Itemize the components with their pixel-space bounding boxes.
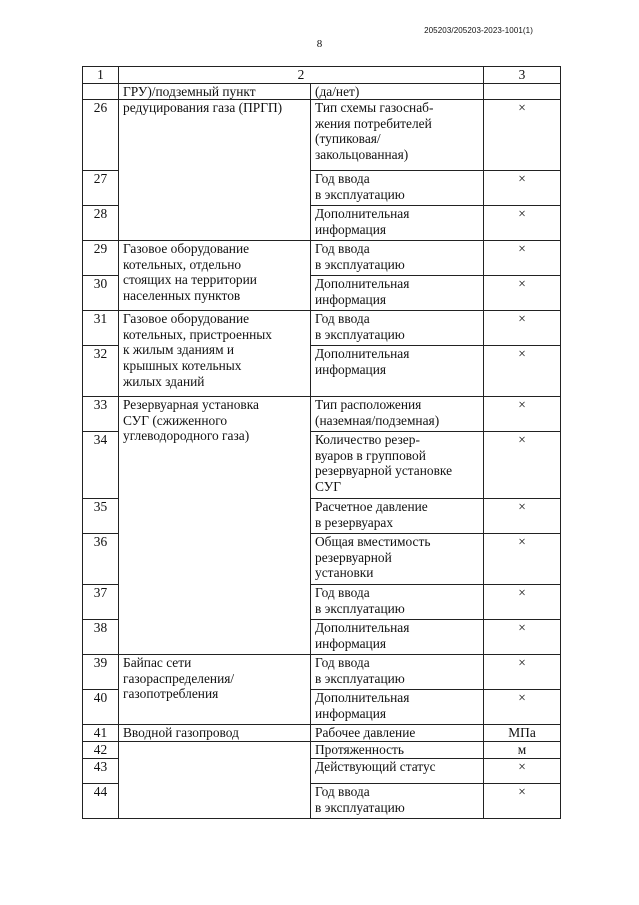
attribute-name: Год ввода в эксплуатацию: [311, 655, 484, 690]
attribute-name: Дополнительная информация: [311, 276, 484, 311]
row-number: 44: [83, 784, 119, 819]
section-name: Байпас сети газораспределения/ газопотребления: [119, 655, 311, 725]
row-number: 29: [83, 241, 119, 276]
unit-cell: ×: [484, 620, 561, 655]
row-number: 35: [83, 499, 119, 534]
section-name: редуцирования газа (ПРГП): [119, 100, 311, 241]
unit-cell: ×: [484, 690, 561, 725]
unit-cell: [484, 83, 561, 100]
unit-cell: ×: [484, 397, 561, 432]
unit-cell: м: [484, 742, 561, 759]
section-name: Газовое оборудование котельных, пристроенных к жилым зданиям и крышных котельных жилых зданий: [119, 311, 311, 397]
row-number: 32: [83, 346, 119, 397]
unit-cell: ×: [484, 206, 561, 241]
attribute-name: Год ввода в эксплуатацию: [311, 241, 484, 276]
attribute-name: Количество резер- вуаров в групповой резервуарной установке СУГ: [311, 432, 484, 499]
row-number: 41: [83, 725, 119, 742]
attribute-name: Дополнительная информация: [311, 206, 484, 241]
attribute-name: Тип схемы газоснаб- жения потребителей (тупиковая/ закольцованная): [311, 100, 484, 171]
table-row: [83, 655, 561, 690]
unit-cell: ×: [484, 276, 561, 311]
page-number: 8: [316, 38, 323, 50]
row-number: 30: [83, 276, 119, 311]
unit-cell: ×: [484, 499, 561, 534]
unit-cell: ×: [484, 655, 561, 690]
table-row: [83, 742, 561, 759]
attribute-name: Год ввода в эксплуатацию: [311, 311, 484, 346]
attribute-name: Тип расположения (наземная/подземная): [311, 397, 484, 432]
attribute-name: Действующий статус: [311, 759, 484, 784]
column-header-3: 3: [484, 67, 561, 84]
row-number: 38: [83, 620, 119, 655]
attribute-name: Общая вместимость резервуарной установки: [311, 534, 484, 585]
attribute-name: Рабочее давление: [311, 725, 484, 742]
row-number: 34: [83, 432, 119, 499]
unit-cell: ×: [484, 311, 561, 346]
row-number: [83, 83, 119, 100]
section-name: [119, 742, 311, 819]
unit-cell: ×: [484, 171, 561, 206]
row-number: 28: [83, 206, 119, 241]
attribute-name: Протяженность: [311, 742, 484, 759]
unit-cell: ×: [484, 784, 561, 819]
unit-cell: ×: [484, 100, 561, 171]
table-row: [83, 725, 561, 742]
data-table: [82, 66, 561, 819]
attribute-name: Дополнительная информация: [311, 690, 484, 725]
row-number: 42: [83, 742, 119, 759]
column-header-2: 2: [119, 67, 484, 84]
unit-cell: МПа: [484, 725, 561, 742]
row-number: 43: [83, 759, 119, 784]
unit-cell: ×: [484, 585, 561, 620]
row-number: 33: [83, 397, 119, 432]
section-name: Резервуарная установка СУГ (сжиженного углеводородного газа): [119, 397, 311, 655]
attribute-name: Год ввода в эксплуатацию: [311, 171, 484, 206]
unit-cell: ×: [484, 534, 561, 585]
attribute-name: Год ввода в эксплуатацию: [311, 784, 484, 819]
unit-cell: ×: [484, 346, 561, 397]
row-number: 37: [83, 585, 119, 620]
column-header-1: 1: [83, 67, 119, 84]
table-row: [83, 397, 561, 432]
section-name-continuation: ГРУ)/подземный пункт: [119, 83, 311, 100]
table-row: [83, 100, 561, 171]
unit-cell: ×: [484, 432, 561, 499]
row-number: 27: [83, 171, 119, 206]
attribute-name: Дополнительная информация: [311, 620, 484, 655]
attribute-name: Год ввода в эксплуатацию: [311, 585, 484, 620]
document-id: 205203/205203-2023-1001(1): [424, 26, 533, 35]
section-name: Газовое оборудование котельных, отдельно стоящих на территории населенных пунктов: [119, 241, 311, 311]
attribute-name: Дополнительная информация: [311, 346, 484, 397]
row-number: 36: [83, 534, 119, 585]
section-name: Вводной газопровод: [119, 725, 311, 742]
row-number: 31: [83, 311, 119, 346]
attribute-name: Расчетное давление в резервуарах: [311, 499, 484, 534]
unit-cell: ×: [484, 241, 561, 276]
table-header-row: [83, 67, 561, 84]
unit-cell: ×: [484, 759, 561, 784]
table-row: [83, 241, 561, 276]
table-row-continuation: [83, 83, 561, 100]
row-number: 39: [83, 655, 119, 690]
table-row: [83, 311, 561, 346]
row-number: 26: [83, 100, 119, 171]
row-number: 40: [83, 690, 119, 725]
attribute-name: (да/нет): [311, 83, 484, 100]
